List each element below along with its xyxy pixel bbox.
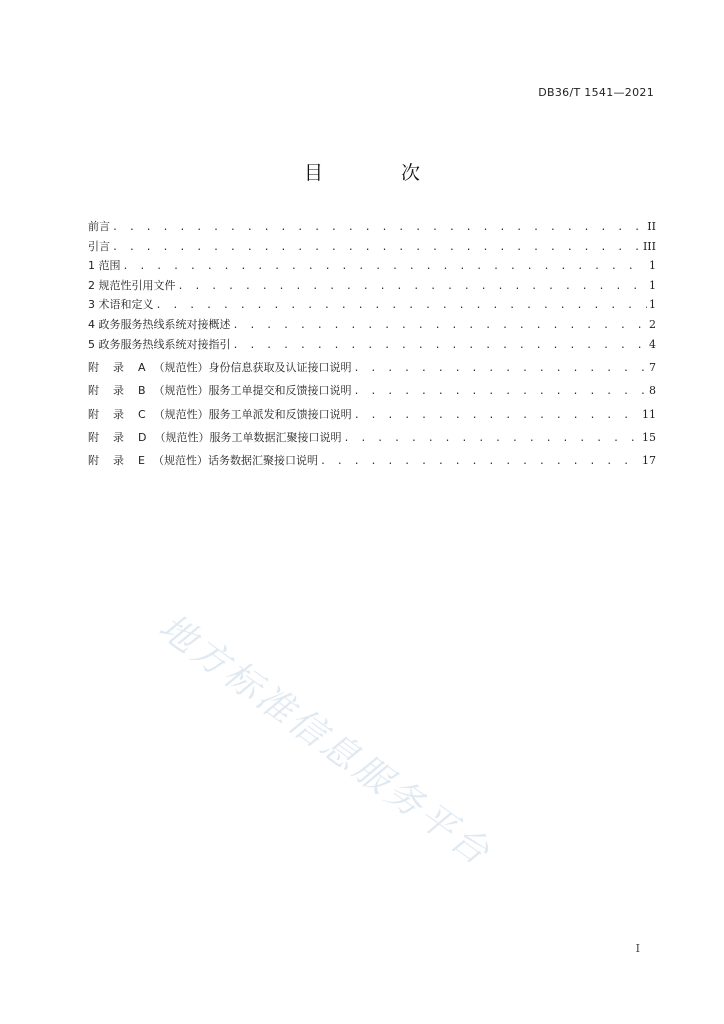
toc-entry-page: II — [647, 220, 656, 233]
toc-entry-page: 1 — [649, 298, 656, 312]
toc-entry-label: 2 规范性引用文件 — [88, 278, 176, 292]
toc-title: 目 次 — [303, 162, 457, 184]
toc-leader-dots — [112, 221, 645, 234]
toc-leader-dots — [354, 362, 647, 375]
toc-entry-page: 4 — [649, 337, 656, 351]
toc-leader-dots — [320, 455, 640, 468]
toc-annex-page: 15 — [642, 430, 656, 444]
toc-entry[interactable] — [88, 338, 656, 352]
toc-annex-entry[interactable] — [88, 454, 656, 468]
toc-entry-page: 1 — [649, 278, 656, 292]
toc-entry-label: 引言 — [88, 239, 110, 253]
toc-entry-label: 1 范围 — [88, 259, 121, 273]
toc-leader-dots — [354, 385, 647, 398]
annex-letter: A — [138, 361, 146, 375]
annex-title: （规范性）身份信息获取及认证接口说明 — [153, 361, 352, 375]
annex-title: （规范性）服务工单派发和反馈接口说明 — [153, 407, 352, 421]
toc-annex-entry[interactable] — [88, 361, 656, 375]
toc-annex-entry[interactable] — [88, 408, 656, 422]
toc-annex-label — [88, 384, 354, 398]
toc-annex-label — [88, 361, 354, 375]
toc-annex-label — [88, 454, 320, 468]
toc-entry-page: III — [642, 239, 656, 253]
toc-entry-page: 1 — [649, 259, 656, 273]
toc-annex-label — [88, 431, 343, 445]
annex-letter: D — [138, 430, 147, 444]
toc-leader-dots — [156, 299, 648, 312]
watermark-text: 地方标准信息服务平台 — [151, 606, 499, 875]
toc-leader-dots — [233, 339, 648, 352]
page-number: I — [635, 942, 640, 955]
toc-entry-label: 3 术语和定义 — [88, 298, 154, 312]
toc-entry-label: 前言 — [88, 220, 110, 233]
toc-leader-dots — [354, 409, 640, 422]
annex-title: （规范性）话务数据汇聚接口说明 — [152, 453, 318, 467]
toc-entry[interactable] — [88, 279, 656, 293]
toc-entry-label: 4 政务服务热线系统对接概述 — [88, 317, 231, 331]
toc-annex-entry[interactable] — [88, 384, 656, 398]
toc-entry[interactable] — [88, 220, 656, 234]
toc-leader-dots — [112, 241, 641, 254]
toc-annex-entry[interactable] — [88, 431, 656, 445]
toc-annex-page: 11 — [642, 407, 656, 421]
annex-letter: B — [138, 384, 146, 398]
toc-leader-dots — [343, 432, 640, 445]
annex-letter: E — [138, 453, 145, 467]
toc-annex-page: 17 — [642, 453, 656, 467]
annex-word: 附录 — [88, 453, 138, 467]
toc-leader-dots — [233, 319, 648, 332]
annex-letter: C — [138, 407, 146, 421]
toc-entry[interactable] — [88, 240, 656, 254]
annex-word: 附录 — [88, 430, 138, 444]
toc-entry[interactable] — [88, 259, 656, 273]
toc-leader-dots — [178, 280, 648, 293]
annex-title: （规范性）服务工单数据汇聚接口说明 — [154, 430, 342, 444]
toc-annex-page: 7 — [649, 361, 656, 375]
toc-annex-page: 8 — [649, 384, 656, 398]
annex-word: 附录 — [88, 407, 138, 421]
document-code: DB36/T 1541—2021 — [538, 86, 654, 99]
annex-word: 附录 — [88, 384, 138, 398]
toc-leader-dots — [123, 260, 648, 273]
toc-annex-label — [88, 408, 354, 422]
annex-word: 附录 — [88, 361, 138, 375]
toc-entry[interactable] — [88, 318, 656, 332]
toc-entry-label: 5 政务服务热线系统对接指引 — [88, 337, 231, 351]
toc-entry-page: 2 — [649, 317, 656, 331]
toc-entry[interactable] — [88, 298, 656, 312]
annex-title: （规范性）服务工单提交和反馈接口说明 — [153, 384, 352, 398]
table-of-contents — [88, 220, 656, 477]
